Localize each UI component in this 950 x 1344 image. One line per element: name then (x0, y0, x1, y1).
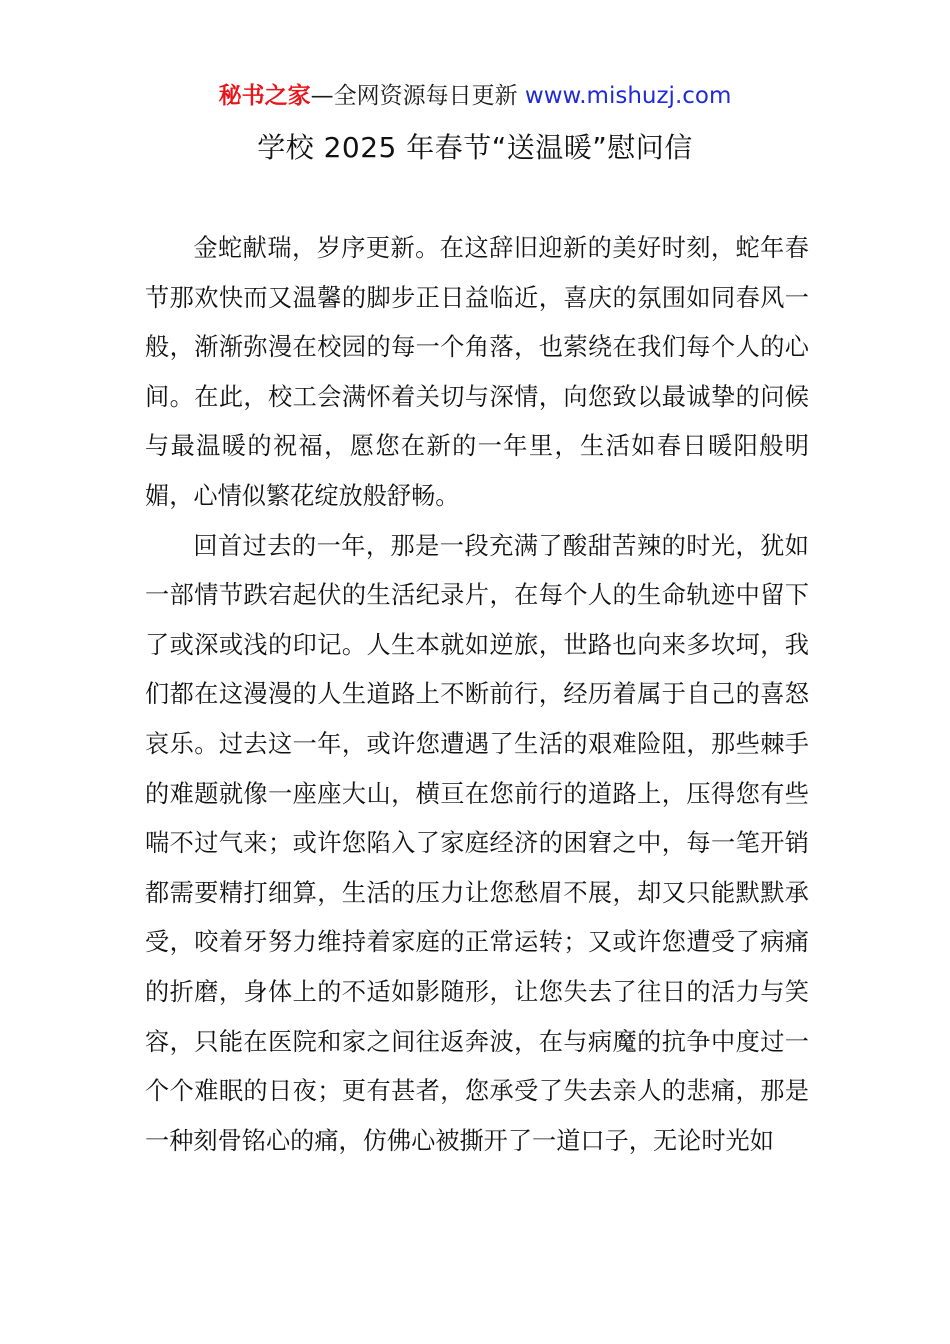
site-url-link[interactable]: www.mishuzj.com (524, 83, 732, 109)
paragraph-1: 金蛇献瑞，岁序更新。在这辞旧迎新的美好时刻，蛇年春节那欢快而又温馨的脚步正日益临近，喜庆的氛围如同春风一般，渐渐弥漫在校园的每一个角落，也萦绕在我们每个人的心间。在此，校工会满怀着关切与深情，向您致以最诚挚的问候与最温暖的祝福，愿您在新的一年里，生活如春日暖阳般明媚，心情似繁花绽放般舒畅。 (145, 234, 809, 510)
brand-name: 秘书之家 (218, 83, 311, 109)
site-header (0, 80, 950, 112)
paragraph-2: 回首过去的一年，那是一段充满了酸甜苦辣的时光，犹如一部情节跌宕起伏的生活纪录片，在每个人的生命轨迹中留下了或深或浅的印记。人生本就如逆旅，世路也向来多坎坷，我们都在这漫漫的人生道路上不断前行，经历着属于自己的喜怒哀乐。过去这一年，或许您遭遇了生活的艰难险阻，那些棘手的难题就像一座座大山，横亘在您前行的道路上，压得您有些喘不过气来；或许您陷入了家庭经济的困窘之中，每一笔开销都需要精打细算，生活的压力让您愁眉不展，却又只能默默承受，咬着牙努力维持着家庭的正常运转；又或许您遭受了病痛的折磨，身体上的不适如影随形，让您失去了往日的活力与笑容，只能在医院和家之间往返奔波，在与病魔的抗争中度过一个个难眠的日夜；更有甚者，您承受了失去亲人的悲痛，那是一种刻骨铭心的痛，仿佛心被撕开了一道口子，无论时光如 (145, 531, 809, 1155)
document-body (145, 224, 809, 1166)
header-tagline: —全网资源每日更新 (310, 83, 518, 109)
document-title: 学校 2025 年春节“送温暖”慰问信 (257, 131, 693, 164)
